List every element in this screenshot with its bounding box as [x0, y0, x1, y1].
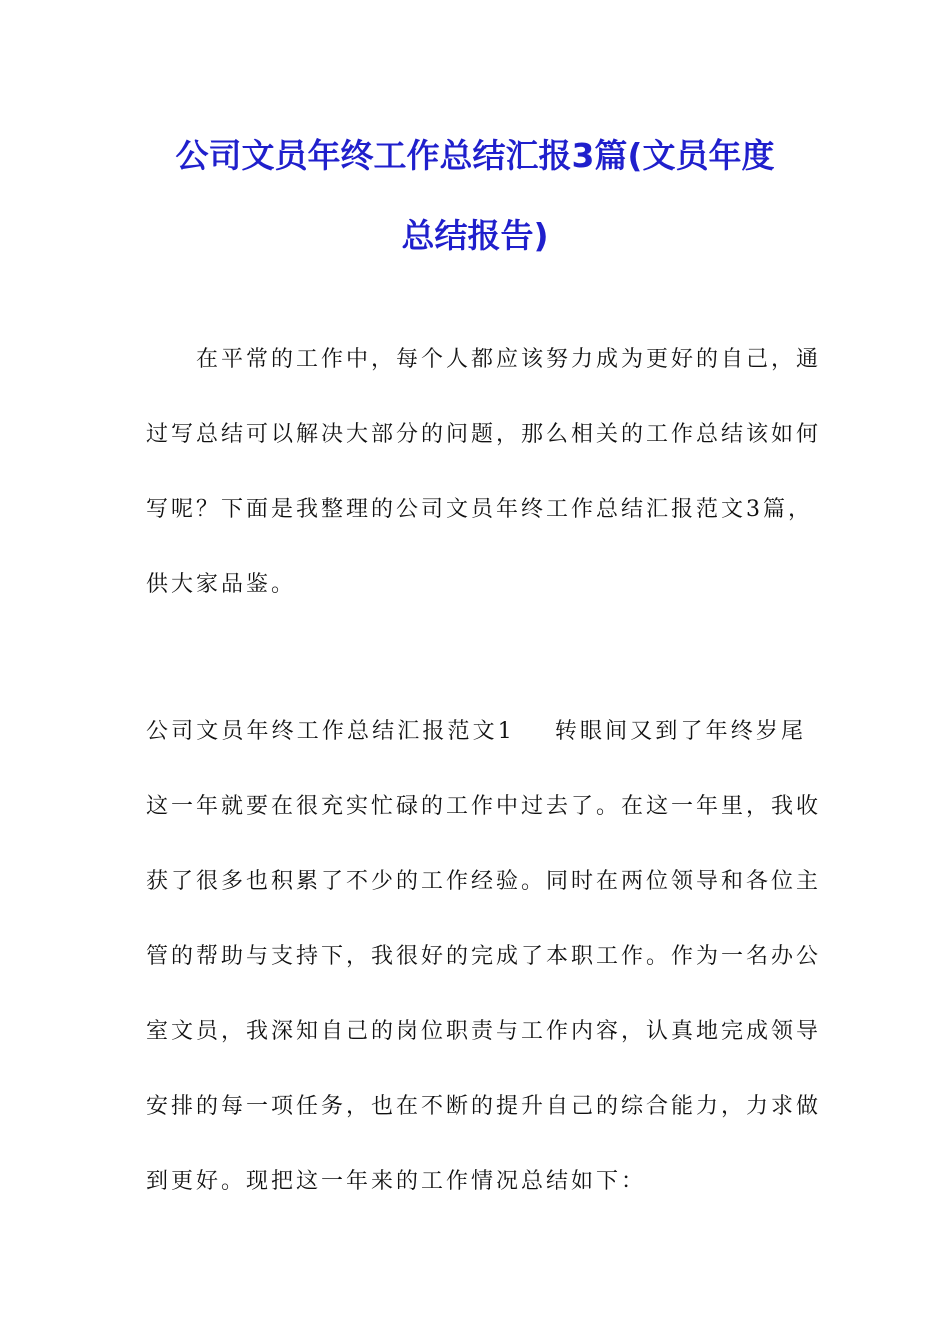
intro-line-3: 写呢？下面是我整理的公司文员年终工作总结汇报范文3篇，: [146, 497, 813, 522]
section1-heading: 公司文员年终工作总结汇报范文1: [146, 719, 515, 744]
section1-line-5: 室文员，我深知自己的岗位职责与工作内容，认真地完成领导: [146, 1019, 822, 1044]
title-line-2: 总结报告): [401, 216, 549, 255]
section1-line-2: 这一年就要在很充实忙碌的工作中过去了。在这一年里，我收: [146, 794, 822, 819]
section1-paragraph: [146, 694, 822, 1219]
section1-line-6: 安排的每一项任务，也在不断的提升自己的综合能力，力求做: [146, 1094, 822, 1119]
intro-line-1: 在平常的工作中，每个人都应该努力成为更好的自己，通: [146, 347, 822, 372]
section1-line-3: 获了很多也积累了不少的工作经验。同时在两位领导和各位主: [146, 869, 822, 894]
intro-line-2: 过写总结可以解决大部分的问题，那么相关的工作总结该如何: [146, 422, 822, 447]
title-line-1: 公司文员年终工作总结汇报3篇(文员年度: [175, 136, 775, 175]
section1-first-line: [146, 694, 806, 769]
intro-line-4: 供大家品鉴。: [146, 572, 297, 597]
intro-paragraph: [146, 322, 822, 622]
section1-line-4: 管的帮助与支持下，我很好的完成了本职工作。作为一名办公: [146, 944, 822, 969]
section1-first-line-text: 转眼间又到了年终岁尾: [554, 719, 806, 744]
section1-line-7: 到更好。现把这一年来的工作情况总结如下：: [146, 1169, 647, 1194]
document-title: [120, 116, 830, 276]
